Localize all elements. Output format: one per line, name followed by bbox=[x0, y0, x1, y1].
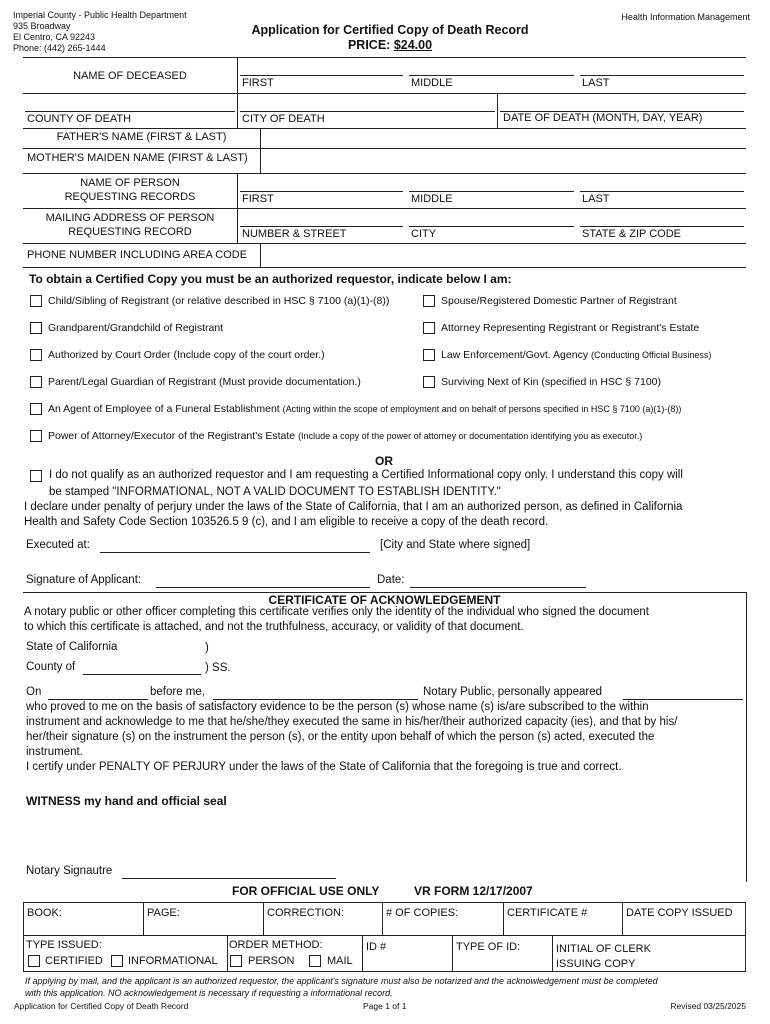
divider bbox=[237, 93, 238, 128]
ack-notice-line2: to which this certificate is attached, and not the truthfulness, accuracy, or validity of that document. bbox=[24, 621, 524, 633]
dept-phone: Phone: (442) 265-1444 bbox=[13, 43, 106, 53]
power-of-attorney-checkbox[interactable] bbox=[30, 430, 42, 442]
fathers-name-input[interactable] bbox=[262, 129, 746, 147]
declaration-line1: I declare under penalty of perjury under the laws of the State of California, that I am an authorized person, as defined in California bbox=[24, 501, 683, 513]
informational-line2: be stamped "INFORMATIONAL, NOT A VALID DOCUMENT TO ESTABLISH IDENTITY." bbox=[49, 486, 501, 498]
mailing-label-line1: MAILING ADDRESS OF PERSON bbox=[45, 212, 215, 224]
divider bbox=[260, 148, 261, 173]
correction-label: CORRECTION: bbox=[267, 907, 344, 919]
divider bbox=[362, 935, 363, 972]
footer-page: Page 1 of 1 bbox=[363, 1001, 407, 1011]
ack-body-line3: her/their signature (s) on the instrument the person (s), or the entity upon behalf of which the person (s) acted, executed the bbox=[26, 731, 655, 743]
official-use-heading: FOR OFFICIAL USE ONLY bbox=[232, 884, 380, 898]
divider bbox=[23, 93, 746, 94]
ack-notice bbox=[24, 605, 649, 635]
ack-body-line1: who proved to me on the basis of satisfactory evidence to be the person (s) whose name (s) is/are subscribed to the within bbox=[26, 701, 649, 713]
parent-guardian-label: Parent/Legal Guardian of Registrant (Must provide documentation.) bbox=[48, 376, 361, 388]
certified-label: CERTIFIED bbox=[45, 955, 103, 967]
informational-line1: I do not qualify as an authorized requestor and I am requesting a Certified Informational copy only. I understand this copy will bbox=[49, 469, 683, 481]
law-enforcement-note: (Conducting Official Business) bbox=[591, 350, 712, 360]
requester-first-input[interactable] bbox=[240, 191, 403, 192]
order-method-label: ORDER METHOD: bbox=[229, 939, 323, 951]
initial-clerk-label bbox=[556, 942, 651, 972]
funeral-agent-checkbox[interactable] bbox=[30, 403, 42, 415]
middle-label: MIDDLE bbox=[411, 193, 453, 205]
court-order-label: Authorized by Court Order (Include copy of the court order.) bbox=[48, 349, 325, 361]
deceased-middle-input[interactable] bbox=[409, 75, 574, 76]
grandparent-checkbox[interactable] bbox=[30, 322, 42, 334]
price bbox=[230, 38, 550, 52]
law-enforcement-checkbox[interactable] bbox=[423, 349, 435, 361]
divider bbox=[497, 93, 498, 128]
funeral-agent-note: (Acting within the scope of employment and on behalf of persons specified in HSC § 7100 (a)(1)-(8)) bbox=[282, 404, 682, 414]
ss-label: ) SS. bbox=[205, 662, 231, 674]
county-of-death-input[interactable] bbox=[25, 111, 235, 112]
health-info-mgmt: Health Information Management bbox=[621, 12, 750, 22]
dept-street: 935 Broadway bbox=[13, 21, 71, 31]
requester-last-input[interactable] bbox=[580, 191, 744, 192]
person-checkbox[interactable] bbox=[230, 955, 242, 967]
date-issued-label: DATE COPY ISSUED bbox=[626, 907, 733, 919]
divider bbox=[452, 935, 453, 972]
last-label: LAST bbox=[582, 193, 610, 205]
fathers-name-label: FATHER'S NAME (FIRST & LAST) bbox=[56, 131, 227, 143]
executed-at-label: Executed at: bbox=[26, 539, 90, 551]
first-label: FIRST bbox=[242, 193, 274, 205]
phone-label: PHONE NUMBER INCLUDING AREA CODE bbox=[27, 249, 248, 261]
date-label: Date: bbox=[377, 574, 405, 586]
first-label: FIRST bbox=[242, 77, 274, 89]
before-me-label: before me, bbox=[150, 686, 205, 698]
requester-name-label-line2: REQUESTING RECORDS bbox=[64, 191, 196, 203]
requester-middle-input[interactable] bbox=[409, 191, 574, 192]
on-label: On bbox=[26, 686, 42, 698]
state-zip-label: STATE & ZIP CODE bbox=[582, 228, 682, 240]
city-of-death-label: CITY OF DEATH bbox=[242, 113, 325, 125]
witness-label: WITNESS my hand and official seal bbox=[26, 794, 227, 808]
power-of-attorney-note: (Include a copy of the power of attorney or documentation identifying you as executor.) bbox=[298, 431, 643, 441]
spouse-checkbox[interactable] bbox=[423, 295, 435, 307]
department-address bbox=[13, 10, 187, 54]
deceased-first-input[interactable] bbox=[240, 75, 403, 76]
divider bbox=[23, 173, 746, 174]
dept-city: El Centro, CA 92243 bbox=[13, 32, 96, 42]
mail-note-line1: If applying by mail, and the applicant is an authorized requestor, the applicant's signature must also be notarized and the acknowledgement must be completed bbox=[25, 976, 658, 986]
ack-heading: CERTIFICATE OF ACKNOWLEDGEMENT bbox=[268, 593, 501, 607]
mothers-name-input[interactable] bbox=[262, 149, 746, 172]
ack-body bbox=[26, 700, 677, 775]
person-label: PERSON bbox=[248, 955, 295, 967]
certified-checkbox[interactable] bbox=[28, 955, 40, 967]
law-enforcement-main: Law Enforcement/Govt. Agency bbox=[441, 349, 589, 361]
footer-form-name: Application for Certified Copy of Death Record bbox=[14, 1001, 189, 1011]
mail-label: MAIL bbox=[327, 955, 353, 967]
footer-revised: Revised 03/25/2025 bbox=[670, 1001, 746, 1011]
spouse-label: Spouse/Registered Domestic Partner of Registrant bbox=[441, 295, 677, 307]
divider bbox=[237, 57, 238, 93]
funeral-agent-main: An Agent of Employee of a Funeral Establishment bbox=[48, 403, 280, 415]
number-street-label: NUMBER & STREET bbox=[242, 228, 347, 240]
attorney-checkbox[interactable] bbox=[423, 322, 435, 334]
requester-name-label bbox=[23, 176, 237, 204]
page-label: PAGE: bbox=[147, 907, 180, 919]
ack-certify: I certify under PENALTY OF PERJURY under the laws of the State of California that the foregoing is true and correct. bbox=[26, 761, 622, 773]
notary-signature-label: Notary Signautre bbox=[26, 865, 113, 877]
ack-body-line2: instrument and acknowledge to me that he/she/they executed the same in his/her/their authorized capacity (ies), and that by his/ bbox=[26, 716, 678, 728]
divider bbox=[260, 128, 261, 148]
city-input[interactable] bbox=[409, 226, 574, 227]
city-of-death-input[interactable] bbox=[240, 111, 495, 112]
divider bbox=[23, 267, 746, 268]
page-title: Application for Certified Copy of Death Record bbox=[251, 23, 529, 37]
name-of-deceased-label: NAME OF DECEASED bbox=[73, 70, 187, 82]
county-input[interactable] bbox=[83, 674, 201, 675]
mailing-address-label bbox=[23, 211, 237, 239]
county-label: County of bbox=[26, 661, 76, 673]
divider bbox=[622, 902, 623, 935]
attorney-label: Attorney Representing Registrant or Registrant's Estate bbox=[441, 322, 700, 334]
executed-at-input[interactable] bbox=[100, 552, 370, 553]
book-label: BOOK: bbox=[27, 907, 62, 919]
mail-note-line2: with this application. NO acknowledgement is necessary if requesting a informational record. bbox=[25, 988, 393, 998]
id-label: ID # bbox=[366, 941, 387, 953]
declaration-text bbox=[24, 500, 682, 530]
grandparent-label: Grandparent/Grandchild of Registrant bbox=[48, 322, 224, 334]
divider bbox=[260, 243, 261, 267]
mail-note bbox=[25, 975, 658, 999]
next-of-kin-checkbox[interactable] bbox=[423, 376, 435, 388]
informational-type-checkbox[interactable] bbox=[111, 955, 123, 967]
date-input[interactable] bbox=[410, 587, 586, 588]
child-sibling-checkbox[interactable] bbox=[30, 295, 42, 307]
city-label: CITY bbox=[411, 228, 437, 240]
divider bbox=[23, 57, 746, 58]
date-of-death-label: DATE OF DEATH (MONTH, DAY, YEAR) bbox=[503, 112, 703, 124]
type-of-id-label: TYPE OF ID: bbox=[456, 941, 521, 953]
last-label: LAST bbox=[582, 77, 610, 89]
signature-label: Signature of Applicant: bbox=[26, 574, 142, 586]
divider bbox=[382, 902, 383, 935]
court-order-checkbox[interactable] bbox=[30, 349, 42, 361]
signature-input[interactable] bbox=[156, 587, 370, 588]
informational-text bbox=[49, 468, 683, 500]
type-issued-label: TYPE ISSUED: bbox=[26, 939, 102, 951]
informational-checkbox[interactable] bbox=[30, 470, 42, 482]
notary-public-label: Notary Public, personally appeared bbox=[423, 686, 602, 698]
initial-clerk-line1: INITIAL OF CLERK bbox=[556, 943, 651, 955]
state-zip-input[interactable] bbox=[580, 226, 744, 227]
divider bbox=[503, 902, 504, 935]
or-label: OR bbox=[375, 454, 393, 468]
funeral-agent-label bbox=[48, 403, 681, 415]
ack-notice-line1: A notary public or other officer completing this certificate verifies only the identity of the individual who signed the document bbox=[24, 606, 649, 618]
price-value: $24.00 bbox=[393, 38, 433, 52]
parent-guardian-checkbox[interactable] bbox=[30, 376, 42, 388]
phone-input[interactable] bbox=[262, 244, 746, 266]
divider bbox=[23, 935, 746, 936]
notary-signature-input[interactable] bbox=[122, 878, 336, 879]
mail-checkbox[interactable] bbox=[309, 955, 321, 967]
law-enforcement-label bbox=[441, 349, 711, 361]
state-paren: ) bbox=[205, 642, 209, 654]
divider bbox=[237, 173, 238, 208]
mothers-name-label: MOTHER'S MAIDEN NAME (FIRST & LAST) bbox=[27, 152, 248, 164]
mailing-label-line2: REQUESTING RECORD bbox=[68, 226, 192, 238]
divider bbox=[227, 935, 228, 972]
price-label: PRICE: bbox=[347, 38, 391, 52]
divider bbox=[237, 208, 238, 243]
vr-form-label: VR FORM 12/17/2007 bbox=[414, 884, 533, 898]
deceased-last-input[interactable] bbox=[580, 75, 744, 76]
divider bbox=[23, 208, 746, 209]
county-of-death-label: COUNTY OF DEATH bbox=[27, 113, 132, 125]
middle-label: MIDDLE bbox=[411, 77, 453, 89]
state-label: State of California bbox=[26, 641, 118, 653]
street-input[interactable] bbox=[240, 226, 403, 227]
dept-name: Imperial County - Public Health Department bbox=[13, 10, 187, 20]
power-of-attorney-main: Power of Attorney/Executor of the Registrant's Estate bbox=[48, 430, 296, 442]
divider bbox=[263, 902, 264, 935]
next-of-kin-label: Surviving Next of Kin (specified in HSC § 7100) bbox=[441, 376, 662, 388]
initial-clerk-line2: ISSUING COPY bbox=[556, 958, 636, 970]
divider bbox=[143, 902, 144, 935]
certificate-label: CERTIFICATE # bbox=[507, 907, 588, 919]
child-sibling-label: Child/Sibling of Registrant (or relative described in HSC § 7100 (a)(1)-(8)) bbox=[48, 295, 390, 307]
divider bbox=[746, 592, 747, 882]
ack-body-line4: instrument. bbox=[26, 746, 83, 758]
city-state-hint: [City and State where signed] bbox=[380, 539, 531, 551]
requester-name-label-line1: NAME OF PERSON bbox=[80, 177, 180, 189]
declaration-line2: Health and Safety Code Section 103526.5 9 (c), and I am eligible to receive a copy of the death record. bbox=[24, 516, 549, 528]
power-of-attorney-label bbox=[48, 430, 642, 442]
requestor-heading: To obtain a Certified Copy you must be an authorized requestor, indicate below I am: bbox=[29, 272, 512, 286]
divider bbox=[552, 935, 553, 972]
informational-type-label: INFORMATIONAL bbox=[128, 955, 218, 967]
copies-label: # OF COPIES: bbox=[386, 907, 459, 919]
